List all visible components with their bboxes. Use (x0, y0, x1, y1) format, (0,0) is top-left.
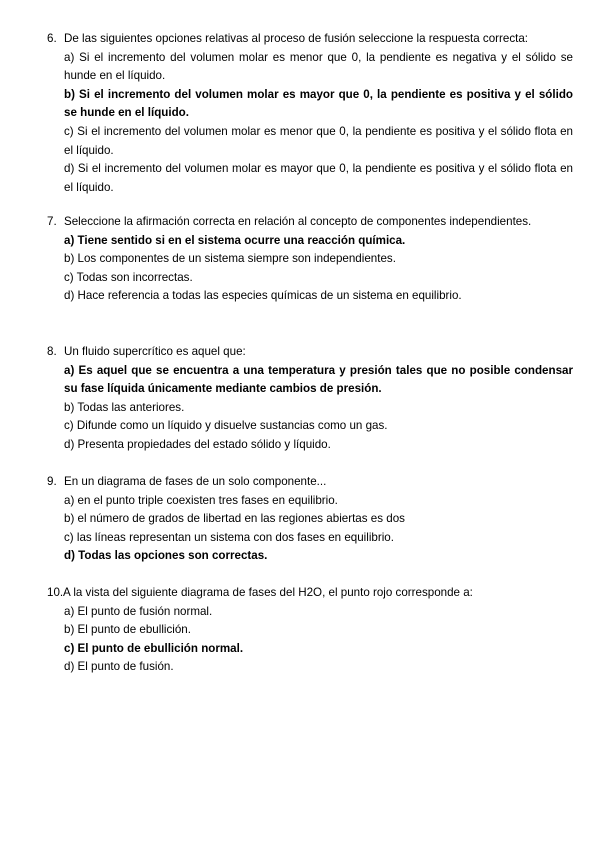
option-c: c) Difunde como un líquido y disuelve sustancias como un gas. (64, 419, 388, 433)
question-number: 8. (47, 345, 57, 358)
option-d: d) Hace referencia a todas las especies químicas de un sistema en equilibrio. (64, 289, 462, 303)
options-list (64, 603, 573, 677)
question-text: Un fluido supercrítico es aquel que: (64, 345, 246, 358)
option-c: c) Si el incremento del volumen molar es menor que 0, la pendiente es positiva y el sólido flota en el líquido. (64, 124, 573, 157)
option-a: a) Tiene sentido si en el sistema ocurre una reacción química. (64, 233, 406, 247)
options-list (64, 362, 573, 455)
option-a: a) El punto de fusión normal. (64, 604, 213, 618)
question-number: 10. (47, 586, 64, 599)
question-9 (47, 473, 573, 566)
option-d: d) Presenta propiedades del estado sólido y líquido. (64, 437, 331, 451)
option-b: b) el número de grados de libertad en las regiones abiertas es dos (64, 512, 405, 526)
question-text: A la vista del siguiente diagrama de fases del H2O, el punto rojo corresponde a: (63, 586, 473, 599)
option-b: b) Todas las anteriores. (64, 400, 185, 414)
question-text: Seleccione la afirmación correcta en relación al concepto de componentes independientes. (64, 215, 532, 228)
option-a: a) en el punto triple coexisten tres fases en equilibrio. (64, 493, 338, 507)
question-8 (47, 343, 573, 455)
options-list (64, 492, 573, 566)
question-header (47, 343, 573, 362)
question-text: En un diagrama de fases de un solo componente... (64, 475, 327, 488)
options-list (64, 232, 573, 306)
question-header (47, 584, 573, 603)
option-d: d) El punto de fusión. (64, 660, 174, 674)
question-number: 7. (47, 215, 57, 228)
question-header (47, 473, 573, 492)
option-a: a) Es aquel que se encuentra a una temperatura y presión tales que no posible condensar su fase líquida únicamente mediante cambios de presión. (64, 363, 573, 396)
question-number: 6. (47, 32, 57, 45)
question-6 (47, 30, 573, 197)
option-c: c) Todas son incorrectas. (64, 270, 193, 284)
option-b: b) El punto de ebullición. (64, 623, 191, 637)
question-text: De las siguientes opciones relativas al proceso de fusión seleccione la respuesta correcta: (64, 32, 529, 45)
question-header (47, 213, 573, 232)
option-d: d) Todas las opciones son correctas. (64, 549, 268, 563)
question-header (47, 30, 573, 49)
option-d: d) Si el incremento del volumen molar es mayor que 0, la pendiente es positiva y el sólido flota en el líquido. (64, 162, 573, 194)
options-list (64, 49, 573, 198)
option-b: b) Los componentes de un sistema siempre son independientes. (64, 252, 396, 266)
option-b: b) Si el incremento del volumen molar es mayor que 0, la pendiente es positiva y el sólido se hunde en el líquido. (64, 87, 573, 120)
question-10 (47, 584, 573, 677)
option-c: c) las líneas representan un sistema con dos fases en equilibrio. (64, 530, 394, 544)
option-c: c) El punto de ebullición normal. (64, 641, 244, 655)
question-number: 9. (47, 475, 57, 488)
option-a: a) Si el incremento del volumen molar es menor que 0, la pendiente es negativa y el sólido se hunde en el líquido. (64, 50, 573, 83)
question-7 (47, 213, 573, 306)
